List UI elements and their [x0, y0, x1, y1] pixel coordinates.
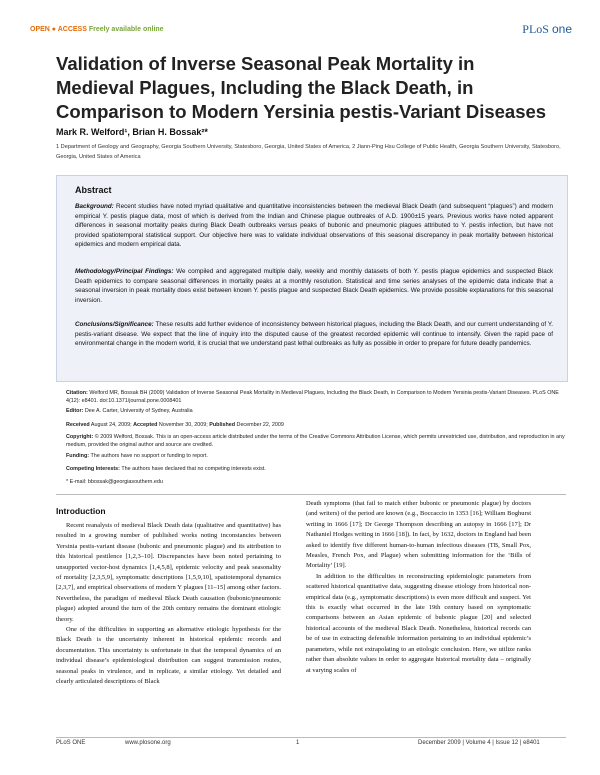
introduction-heading: Introduction [56, 506, 106, 516]
competing-interests [66, 465, 566, 473]
footer-issue: December 2009 | Volume 4 | Issue 12 | e8401 [418, 740, 540, 746]
freely-available-label: Freely available online [88, 26, 164, 33]
conclusions-label: Conclusions/Significance: [75, 321, 154, 328]
intro-paragraph: In addition to the difficulties in reconstructing epidemiologic parameters from scattered historical quantitative data, suggesting disease etiology from historical non-empirical data (e.g., symptomatic descriptions) is even more difficult and suspect. Yet this is exactly what occurred in the late 19th century based on symptomatic comparisons between an Asian epidemic of bubonic plague [20] and selected historical accounts of the medieval Black Death. Nonetheless, historical records can be of use in extracting defensible information pertaining to an individual epidemic’s parameters, while not extrapolating to an etiologic conclusion. Here, we utilize ranks rather than absolute values in order to aggregate historical mortality data – originally at varying scales of [306, 572, 531, 674]
methods-text: We compiled and aggregated multiple daily, weekly and monthly datasets of both Y. pestis plague epidemics and suspected Black Death epidemics to compare seasonal differences in mortality peaks at a monthly resolution. Statistical and time series analyses of the epidemic data indicate that a seasonal inversion in peak mortality does exist between known Y. pestis plague and suspected Black Death epidemics. We provide possible explanations for this seasonal inversion. [75, 268, 553, 304]
footer-site[interactable]: www.plosone.org [125, 740, 171, 746]
competing-text: The authors have declared that no competing interests exist. [119, 466, 266, 472]
conclusions-text: These results add further evidence of inconsistency between historical plagues, including the Black Death, and our current understanding of Y. pestis-variant disease. We expect that the line of inquiry into the disputed cause of the greatest recorded epidemic will continue to intensify. Given the rapid pace of environmental change in the modern world, it is crucial that we understand past lethal outbreaks as fully as possible in order to prepare for future deadly pandemics. [75, 321, 553, 347]
paper-title: Validation of Inverse Seasonal Peak Mortality in Medieval Plagues, Including the Black Death, in Comparison to Modern Yersinia pestis-Variant Diseases [56, 53, 547, 122]
open-label: OPEN [30, 26, 50, 33]
accepted-date: November 30, 2009; [157, 422, 210, 428]
copyright [66, 433, 566, 449]
received-label: Received [66, 422, 90, 428]
background-text: Recent studies have noted myriad qualitative and quantitative inconsistencies between the medieval Black Death (and subsequent “plagues”) and modern empirical Y. pestis plague data, most of which is derived from the Indian and Chinese plague outbreaks of A.D. 1900±15 years. Previous works have noted apparent differences in seasonal mortality peaks during Black Death outbreaks versus peaks of bubonic and pneumonic plagues attributed to Y. pestis infection, but have not provided spatiotemporal statistical support. Our objective here was to validate individual observations of this seasonal discrepancy in peak mortality between historical epidemics and modern empirical data. [75, 203, 553, 248]
editor [66, 407, 566, 415]
citation-label: Citation: [66, 390, 88, 396]
logo-plos: PLoS [522, 22, 549, 36]
citation [66, 389, 566, 405]
editor-label: Editor: [66, 408, 84, 414]
received-date: August 24, 2009; [89, 422, 134, 428]
footer-journal: PLoS ONE [56, 740, 86, 746]
accepted-label: Accepted [133, 422, 158, 428]
published-label: Published [209, 422, 236, 428]
abstract-heading: Abstract [75, 185, 112, 195]
copyright-text: © 2009 Welford, Bossak. This is an open-access article distributed under the terms of the Creative Commons Attribution License, which permits unrestricted use, distribution, and reproduction in any medium, provided the original author and source are credited. [66, 434, 565, 448]
footer-divider [56, 737, 566, 738]
section-divider [56, 494, 566, 495]
funding-label: Funding: [66, 453, 90, 459]
background-label: Background: [75, 203, 114, 210]
abstract-background [75, 202, 553, 250]
copyright-label: Copyright: [66, 434, 94, 440]
intro-paragraph: One of the difficulties in supporting an alternative etiologic hypothesis for the Black Death is the uncertainty inherent in historical epidemic records and documentation. This uncertainty is unfortunate in that the temporal dynamics of an individual disease’s epidemiological distribution can suggest transmission routes, seasonal peaks in virulence, and in replicate, a similar etiology. Yet detailed and clearly articulated descriptions of Black [56, 626, 281, 686]
author-list: Mark R. Welford¹, Brian H. Bossak²* [56, 127, 208, 137]
plos-one-logo [522, 22, 572, 37]
dates [66, 421, 566, 429]
funding [66, 452, 566, 460]
funding-text: The authors have no support or funding to report. [89, 453, 208, 459]
page-number: 1 [296, 740, 300, 746]
abstract-box [56, 175, 568, 382]
intro-paragraph: Recent reanalysis of medieval Black Death data (qualitative and quantitative) has resulted in a growing number of published works noting inconstancies between Yersinia pestis-variant disease (bubonic and pneumonic plague) and its attribution to this historical pestilence [1,2,3–10]. Discrepancies have been noted pertaining to unsupported vector-host dynamics [1,4,5,8], epidemic velocity and peak seasonality of mortality [2,3,5,9], symptomatic descriptions [1,5,9,10], spatiotemporal dynamics [2,3,7], and empirical observations of modern Y plagues [11–15] among other factors. Nevertheless, the paradigm of medieval Black Death causation (bubonic/pneumonic plague) adopted around the turn of the 20th century remains the dominant etiologic theory. [56, 522, 281, 623]
email-line[interactable]: * E-mail: bbossak@georgiasouthern.edu [66, 479, 163, 485]
open-access-banner [30, 26, 164, 33]
intro-right-column [306, 499, 531, 676]
citation-text: Welford MR, Bossak BH (2009) Validation of Inverse Seasonal Peak Mortality in Medieval Plagues, Including the Black Death, in Comparison to Modern Yersinia pestis-Variant Diseases. PLoS ONE 4(12): e8401. doi:10.1371/journal.pone.0008401 [66, 390, 559, 404]
lock-icon: ● [51, 26, 57, 33]
affiliations: 1 Department of Geology and Geography, Georgia Southern University, Statesboro, Georgia, United States of America, 2 Jiann-Ping Hsu College of Public Health, Georgia Southern University, Statesboro, Georgia, United States of America [56, 144, 561, 160]
methods-label: Methodology/Principal Findings: [75, 268, 174, 275]
access-label: ACCESS [57, 26, 87, 33]
published-date: December 22, 2009 [235, 422, 284, 428]
logo-one: one [551, 22, 572, 36]
abstract-conclusions [75, 320, 553, 349]
competing-label: Competing Interests: [66, 466, 120, 472]
abstract-methods [75, 267, 553, 305]
intro-paragraph: Death symptoms (that fail to match either bubonic or pneumonic plague) by doctors (and writers) of the period are known (e.g., Boccaccio in 1353 [16]; William Boghurst writing in 1666 [17]; Dr George Thompson describing an autopsy in 1666 [17]; Dr Nathaniel Hodges writing in 1666 [18]). In fact, by 1632, doctors in England had been asked to identify five different human-to-human infectious diseases (TB, Small Pox, Measles, French Pox, and Plague) when submitting information for the ‘Bills of Mortality’ [19]. [306, 500, 531, 570]
intro-left-column [56, 521, 281, 688]
editor-text: Dee A. Carter, University of Sydney, Australia [83, 408, 193, 414]
